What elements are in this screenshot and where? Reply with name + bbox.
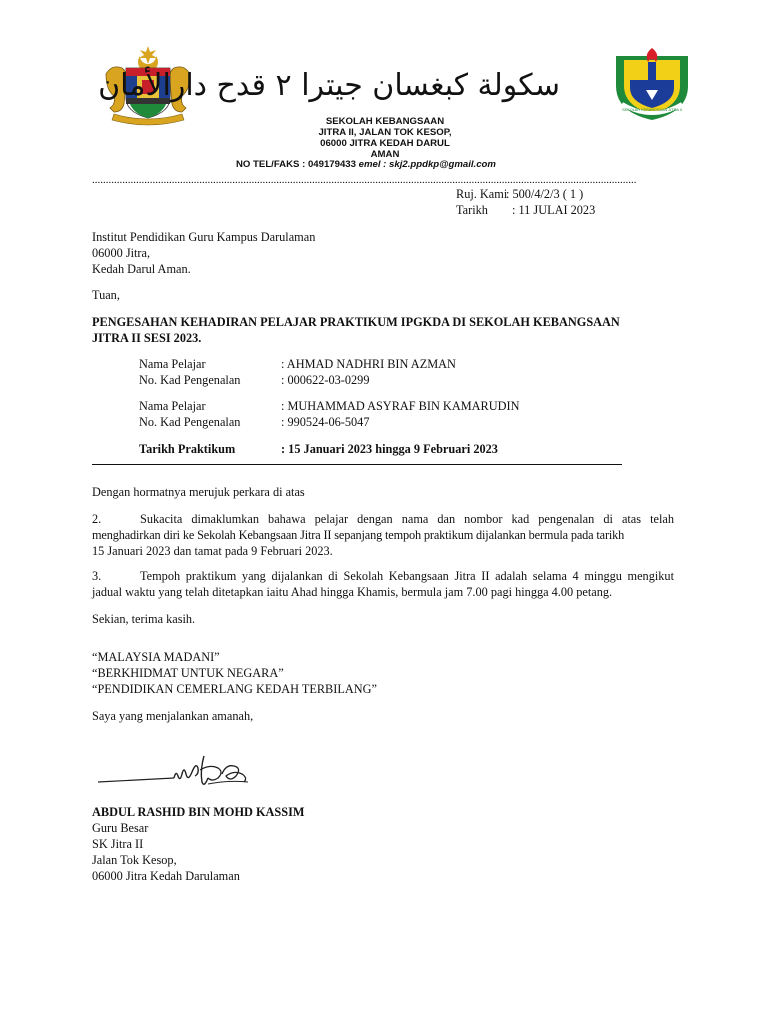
student-2-ic-value: : 990524-06-5047: [281, 415, 370, 429]
paragraph-3-line-2: jadual waktu yang telah ditetapkan iaitu Ahad hingga Khamis, bermula jam 7.00 pagi hingga 4.00 petang.: [92, 585, 613, 599]
reference-label: Ruj. Kami: [456, 187, 508, 201]
date-label: Tarikh: [456, 203, 488, 217]
recipient-line-2: 06000 Jitra,: [92, 246, 151, 260]
practicum-date-row: [139, 441, 579, 457]
subject-line-2: JITRA II SESI 2023.: [92, 331, 202, 345]
closing-text: Sekian, terima kasih.: [92, 612, 196, 626]
sign-off: Saya yang menjalankan amanah,: [92, 709, 254, 723]
paragraph-3-number: 3.: [92, 569, 102, 583]
school-name: SEKOLAH KEBANGSAAN: [325, 116, 445, 127]
paragraph-2-line-1: [140, 511, 674, 527]
contact-email: emel : skj2.ppdkp@gmail.com: [358, 159, 496, 170]
address-line-2: 06000 JITRA KEDAH DARUL: [320, 138, 450, 149]
student-1-ic-value: : 000622-03-0299: [281, 373, 370, 387]
student-2-name-row: [139, 398, 559, 414]
student-1-ic-row: [139, 372, 559, 388]
student-1-name-value: : AHMAD NADHRI BIN AZMAN: [281, 357, 456, 371]
signatory-title: Guru Besar: [92, 821, 149, 835]
student-2-name-label: Nama Pelajar: [139, 399, 206, 413]
letterhead-dotted-rule: ......................................................................................................................................................................................................: [92, 174, 637, 186]
paragraph-2-line-2: menghadirkan diri ke Sekolah Kebangsaan Jitra II sepanjang tempoh praktikum dijalankan bermula pada tarikh: [92, 528, 625, 542]
arabic-school-name: سکولة كبغسان جيترا ٢ قدح دارالأمان: [98, 68, 560, 103]
student-1-name-label: Nama Pelajar: [139, 357, 206, 371]
paragraph-2-line-1-text: Sukacita dimaklumkan bahawa pelajar dengan nama dan nombor kad pengenalan di atas telah: [140, 512, 674, 526]
signatory-name: ABDUL RASHID BIN MOHD KASSIM: [92, 805, 305, 819]
address-line-1: JITRA II, JALAN TOK KESOP,: [318, 127, 452, 138]
paragraph-3-line-1-text: Tempoh praktikum yang dijalankan di Sekolah Kebangsaan Jitra II adalah selama 4 minggu mengikut: [140, 569, 674, 583]
student-1-name-row: [139, 356, 559, 372]
intro-text: Dengan hormatnya merujuk perkara di atas: [92, 485, 305, 499]
recipient-line-3: Kedah Darul Aman.: [92, 262, 191, 276]
recipient-line-1: Institut Pendidikan Guru Kampus Darulaman: [92, 230, 316, 244]
paragraph-2-line-3: 15 Januari 2023 dan tamat pada 9 Februari 2023.: [92, 544, 333, 558]
student-1-ic-label: No. Kad Pengenalan: [139, 373, 241, 387]
slogan-3: “PENDIDIKAN CEMERLANG KEDAH TERBILANG”: [92, 682, 377, 696]
practicum-date-value: : 15 Januari 2023 hingga 9 Februari 2023: [281, 442, 498, 456]
practicum-date-label: Tarikh Praktikum: [139, 442, 236, 456]
reference-value: : 500/4/2/3 ( 1 ): [506, 187, 584, 201]
signatory-city: 06000 Jitra Kedah Darulaman: [92, 869, 240, 883]
school-logo-ring-text: SEKOLAH KEBANGSAAN JITRA II: [622, 108, 682, 112]
slogan-2: “BERKHIDMAT UNTUK NEGARA”: [92, 666, 284, 680]
date-value: : 11 JULAI 2023: [512, 203, 596, 217]
paragraph-3-line-1: [140, 568, 674, 584]
subject-line-1: PENGESAHAN KEHADIRAN PELAJAR PRAKTIKUM IPGKDA DI SEKOLAH KEBANGSAAN: [92, 315, 620, 329]
contact-phone: NO TEL/FAKS : 049179433: [236, 159, 359, 170]
address-line-3: AMAN: [370, 149, 400, 160]
signatory-street: Jalan Tok Kesop,: [92, 853, 177, 867]
paragraph-2-number: 2.: [92, 512, 102, 526]
handwritten-signature: [96, 748, 266, 794]
contact-line: [236, 159, 496, 171]
student-2-name-value: : MUHAMMAD ASYRAF BIN KAMARUDIN: [281, 399, 520, 413]
section-divider: [92, 464, 622, 465]
student-2-ic-row: [139, 414, 559, 430]
student-2-ic-label: No. Kad Pengenalan: [139, 415, 241, 429]
slogan-1: “MALAYSIA MADANI”: [92, 650, 220, 664]
signatory-school: SK Jitra II: [92, 837, 144, 851]
salutation: Tuan,: [92, 288, 120, 302]
